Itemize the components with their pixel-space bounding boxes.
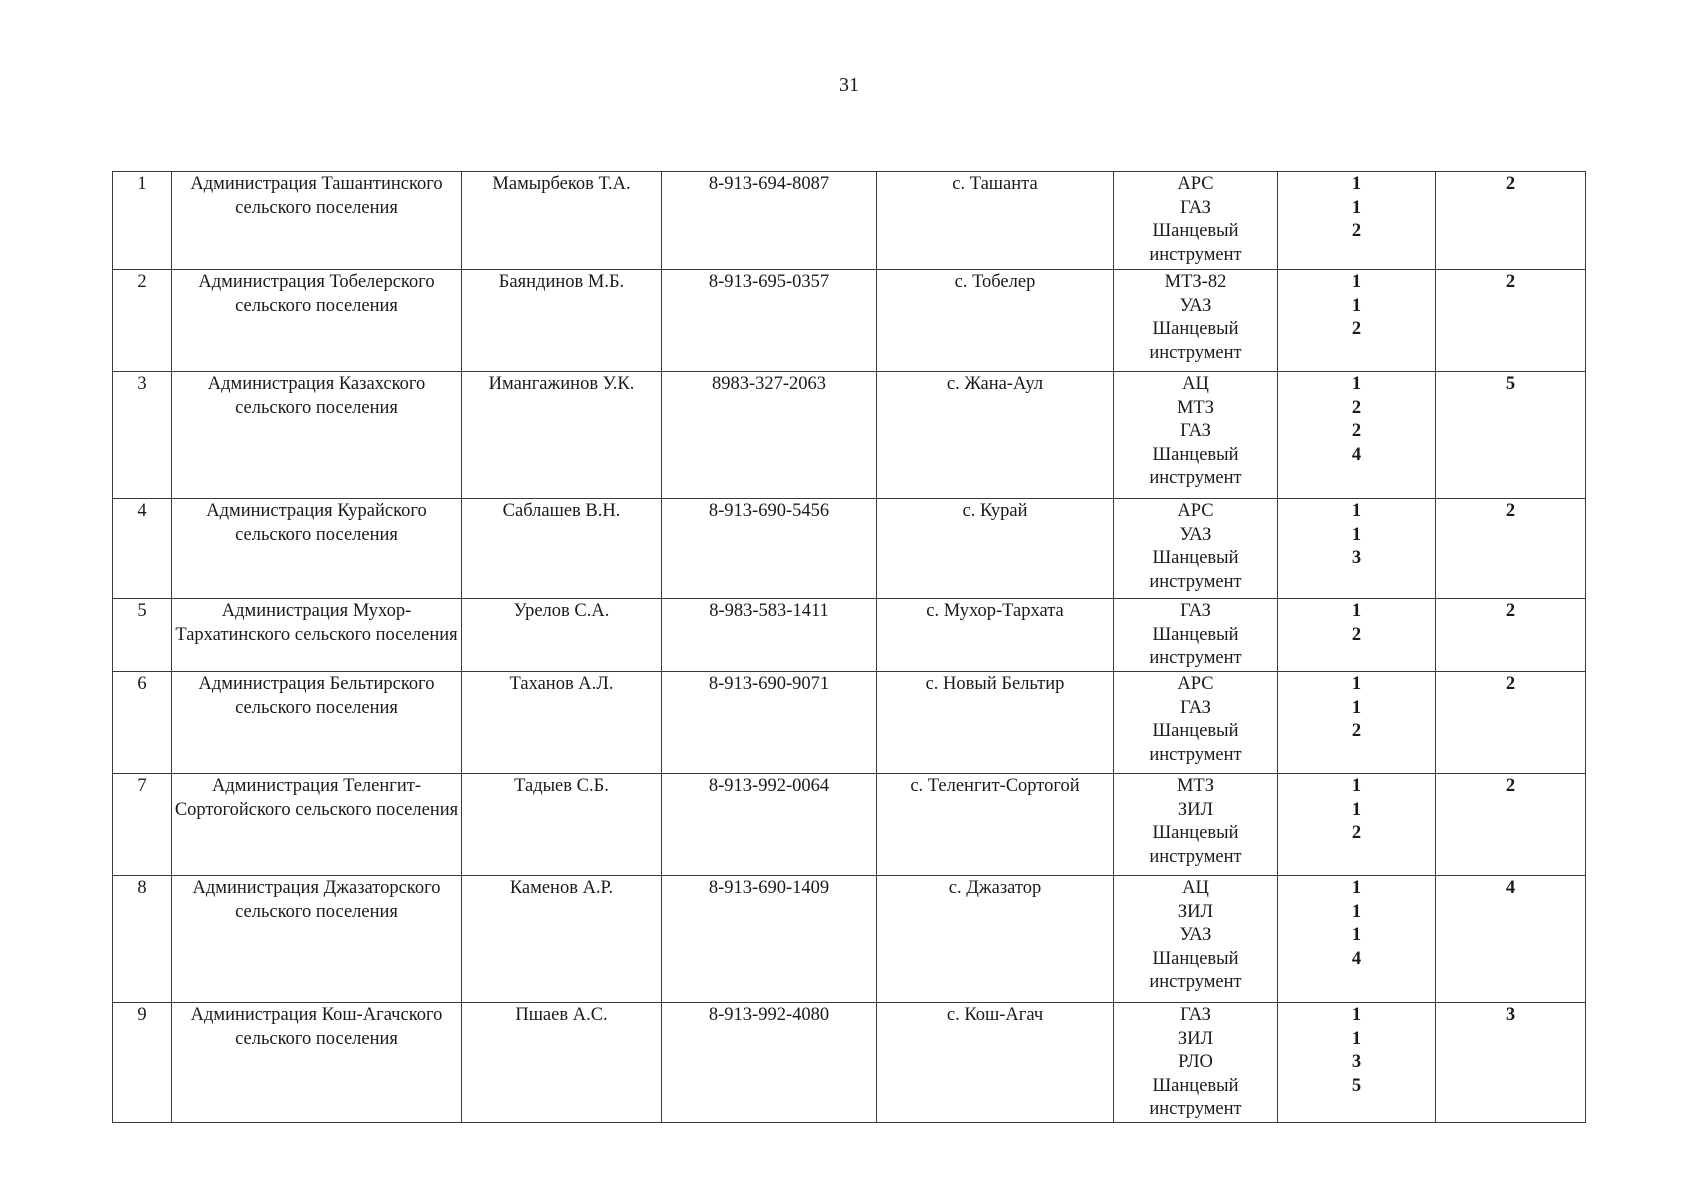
- settlements-table: [112, 171, 1586, 1123]
- phone-text: 8-913-690-9071: [708, 674, 830, 694]
- equipment-cell: [1114, 1003, 1278, 1123]
- phone-text: 8-983-583-1411: [709, 601, 829, 621]
- quantity-cell: [1278, 876, 1436, 1003]
- total-text: 2: [1505, 601, 1516, 621]
- head-name-cell: [462, 270, 662, 372]
- phone-text: 8983-327-2063: [711, 374, 827, 394]
- table-row: [113, 672, 1586, 774]
- page-number: 31: [839, 74, 859, 96]
- row-number-text: 9: [137, 1005, 147, 1025]
- equipment-line: РЛО: [1178, 1052, 1213, 1072]
- quantity-cell: [1278, 599, 1436, 672]
- row-number-cell: [113, 876, 172, 1003]
- quantity-cell: [1278, 270, 1436, 372]
- quantity-line: 1: [1351, 901, 1362, 922]
- quantity-line: 1: [1351, 799, 1362, 820]
- administration-cell: [172, 1003, 462, 1123]
- village-cell: [877, 499, 1114, 599]
- equipment-line: МТЗ: [1176, 397, 1215, 418]
- row-number-cell: [113, 599, 172, 672]
- equipment-line: Шанцевый: [1152, 948, 1239, 969]
- head-name-text: Таханов А.Л.: [509, 674, 614, 694]
- total-cell: [1436, 672, 1586, 774]
- administration-text: Администрация Джазаторского сельского поселения: [192, 878, 441, 922]
- equipment-cell: [1114, 372, 1278, 499]
- administration-cell: [172, 672, 462, 774]
- quantity-line: 1: [1351, 925, 1362, 945]
- quantity-line: 1: [1351, 1005, 1362, 1025]
- administration-text: Администрация Мухор-Тархатинского сельского поселения: [175, 601, 458, 645]
- phone-cell: [662, 876, 877, 1003]
- equipment-line: инструмент: [1149, 648, 1242, 668]
- head-name-cell: [462, 172, 662, 270]
- row-number-text: 5: [137, 601, 147, 621]
- village-text: с. Новый Бельтир: [925, 674, 1065, 694]
- total-text: 5: [1505, 374, 1516, 394]
- row-number-cell: [113, 499, 172, 599]
- quantity-line: 4: [1351, 444, 1362, 465]
- equipment-cell: [1114, 672, 1278, 774]
- phone-cell: [662, 172, 877, 270]
- table-row: [113, 599, 1586, 672]
- quantity-line: 2: [1351, 397, 1362, 418]
- equipment-line: ЗИЛ: [1177, 799, 1214, 820]
- quantity-line: 1: [1351, 697, 1362, 718]
- head-name-text: Урелов С.А.: [513, 601, 610, 621]
- total-cell: [1436, 172, 1586, 270]
- village-text: с. Теленгит-Сортогой: [910, 776, 1080, 796]
- total-cell: [1436, 876, 1586, 1003]
- head-name-cell: [462, 672, 662, 774]
- phone-text: 8-913-992-4080: [708, 1005, 830, 1025]
- head-name-cell: [462, 876, 662, 1003]
- administration-text: Администрация Курайского сельского поселения: [206, 501, 427, 545]
- row-number-cell: [113, 1003, 172, 1123]
- phone-cell: [662, 270, 877, 372]
- quantity-cell: [1278, 499, 1436, 599]
- phone-cell: [662, 1003, 877, 1123]
- village-cell: [877, 172, 1114, 270]
- equipment-line: ГАЗ: [1180, 421, 1211, 441]
- equipment-line: инструмент: [1149, 1099, 1242, 1119]
- total-cell: [1436, 774, 1586, 876]
- administration-cell: [172, 372, 462, 499]
- village-cell: [877, 372, 1114, 499]
- quantity-line: 1: [1351, 295, 1362, 316]
- head-name-cell: [462, 499, 662, 599]
- equipment-cell: [1114, 499, 1278, 599]
- quantity-line: 2: [1351, 823, 1362, 843]
- quantity-line: 1: [1351, 174, 1362, 194]
- row-number-cell: [113, 172, 172, 270]
- quantity-line: 2: [1351, 721, 1362, 741]
- village-cell: [877, 876, 1114, 1003]
- phone-cell: [662, 774, 877, 876]
- head-name-text: Мамырбеков Т.А.: [492, 174, 631, 194]
- administration-cell: [172, 876, 462, 1003]
- village-cell: [877, 270, 1114, 372]
- administration-cell: [172, 172, 462, 270]
- total-text: 2: [1505, 776, 1516, 796]
- equipment-line: инструмент: [1149, 972, 1242, 992]
- table-row: [113, 499, 1586, 599]
- quantity-line: 1: [1351, 197, 1362, 218]
- phone-text: 8-913-695-0357: [708, 272, 830, 292]
- phone-text: 8-913-694-8087: [708, 174, 830, 194]
- total-cell: [1436, 599, 1586, 672]
- row-number-text: 2: [137, 272, 147, 292]
- row-number-cell: [113, 372, 172, 499]
- row-number-cell: [113, 672, 172, 774]
- administration-text: Администрация Казахского сельского поселения: [207, 374, 426, 418]
- total-cell: [1436, 372, 1586, 499]
- equipment-line: Шанцевый: [1152, 624, 1239, 645]
- row-number-text: 7: [137, 776, 147, 796]
- village-text: с. Ташанта: [952, 174, 1038, 194]
- table-row: [113, 1003, 1586, 1123]
- table-row: [113, 774, 1586, 876]
- equipment-line: Шанцевый: [1152, 721, 1239, 741]
- head-name-text: Имангажинов У.К.: [488, 374, 635, 394]
- row-number-text: 1: [137, 174, 147, 194]
- administration-cell: [172, 270, 462, 372]
- quantity-line: 1: [1351, 501, 1362, 521]
- head-name-text: Баяндинов М.Б.: [498, 272, 625, 292]
- row-number-text: 6: [137, 674, 147, 694]
- equipment-cell: [1114, 270, 1278, 372]
- phone-cell: [662, 372, 877, 499]
- administration-cell: [172, 499, 462, 599]
- quantity-line: 1: [1351, 776, 1362, 796]
- village-cell: [877, 774, 1114, 876]
- equipment-line: Шанцевый: [1152, 319, 1239, 339]
- village-cell: [877, 599, 1114, 672]
- quantity-line: 1: [1351, 601, 1362, 621]
- total-text: 4: [1505, 878, 1516, 898]
- equipment-line: МТЗ: [1176, 776, 1215, 796]
- administration-text: Администрация Тобелерского сельского поселения: [198, 272, 435, 316]
- quantity-line: 1: [1351, 1028, 1362, 1049]
- village-text: с. Жана-Аул: [946, 374, 1044, 394]
- village-text: с. Тобелер: [954, 272, 1036, 292]
- table-row: [113, 172, 1586, 270]
- phone-text: 8-913-690-5456: [708, 501, 830, 521]
- quantity-line: 3: [1351, 548, 1362, 568]
- equipment-line: ГАЗ: [1180, 1005, 1211, 1025]
- quantity-cell: [1278, 172, 1436, 270]
- row-number-text: 3: [137, 374, 147, 394]
- equipment-line: АРС: [1177, 674, 1214, 694]
- quantity-line: 1: [1351, 878, 1362, 898]
- quantity-line: 1: [1351, 374, 1362, 394]
- quantity-line: 2: [1351, 624, 1362, 645]
- row-number-text: 8: [137, 878, 147, 898]
- village-cell: [877, 1003, 1114, 1123]
- administration-cell: [172, 774, 462, 876]
- head-name-text: Каменов А.Р.: [509, 878, 614, 898]
- quantity-line: 2: [1351, 221, 1362, 241]
- equipment-cell: [1114, 774, 1278, 876]
- equipment-line: ЗИЛ: [1177, 1028, 1214, 1049]
- row-number-cell: [113, 270, 172, 372]
- phone-cell: [662, 499, 877, 599]
- quantity-line: 1: [1351, 674, 1362, 694]
- table-row: [113, 270, 1586, 372]
- total-text: 2: [1505, 174, 1516, 194]
- head-name-cell: [462, 774, 662, 876]
- total-cell: [1436, 270, 1586, 372]
- head-name-text: Саблашев В.Н.: [502, 501, 621, 521]
- village-text: с. Мухор-Тархата: [926, 601, 1064, 621]
- administration-text: Администрация Теленгит-Сортогойского сельского поселения: [174, 776, 459, 820]
- quantity-cell: [1278, 672, 1436, 774]
- quantity-line: 1: [1351, 524, 1362, 545]
- phone-text: 8-913-690-1409: [708, 878, 830, 898]
- equipment-line: инструмент: [1149, 571, 1242, 592]
- equipment-line: Шанцевый: [1152, 444, 1239, 465]
- total-text: 2: [1505, 272, 1516, 292]
- equipment-line: ГАЗ: [1180, 197, 1211, 218]
- table-row: [113, 372, 1586, 499]
- total-text: 2: [1505, 501, 1516, 521]
- row-number-text: 4: [137, 501, 147, 521]
- village-text: с. Джазатор: [948, 878, 1042, 898]
- phone-text: 8-913-992-0064: [708, 776, 830, 796]
- phone-cell: [662, 599, 877, 672]
- table-body: [113, 172, 1586, 1123]
- equipment-line: инструмент: [1149, 468, 1242, 488]
- equipment-line: УАЗ: [1179, 925, 1212, 945]
- quantity-line: 1: [1351, 272, 1362, 292]
- equipment-line: АЦ: [1182, 374, 1209, 394]
- equipment-line: УАЗ: [1179, 524, 1212, 545]
- quantity-cell: [1278, 372, 1436, 499]
- equipment-line: МТЗ-82: [1164, 272, 1227, 292]
- administration-cell: [172, 599, 462, 672]
- equipment-line: Шанцевый: [1152, 1075, 1239, 1096]
- equipment-line: Шанцевый: [1152, 548, 1239, 568]
- equipment-line: ГАЗ: [1180, 601, 1211, 621]
- equipment-line: Шанцевый: [1152, 823, 1239, 843]
- quantity-line: 3: [1351, 1052, 1362, 1072]
- quantity-line: 2: [1351, 319, 1362, 339]
- village-cell: [877, 672, 1114, 774]
- equipment-line: АРС: [1177, 501, 1214, 521]
- quantity-line: 5: [1351, 1075, 1362, 1096]
- head-name-cell: [462, 1003, 662, 1123]
- equipment-line: инструмент: [1149, 244, 1242, 265]
- phone-cell: [662, 672, 877, 774]
- equipment-line: АЦ: [1182, 878, 1209, 898]
- equipment-line: инструмент: [1149, 342, 1242, 363]
- total-cell: [1436, 1003, 1586, 1123]
- row-number-cell: [113, 774, 172, 876]
- quantity-line: 2: [1351, 421, 1362, 441]
- head-name-text: Пшаев А.С.: [515, 1005, 608, 1025]
- equipment-line: Шанцевый: [1152, 221, 1239, 241]
- quantity-cell: [1278, 774, 1436, 876]
- equipment-line: ГАЗ: [1180, 697, 1211, 718]
- head-name-cell: [462, 599, 662, 672]
- village-text: с. Кош-Агач: [946, 1005, 1044, 1025]
- equipment-line: УАЗ: [1179, 295, 1212, 316]
- total-text: 3: [1505, 1005, 1516, 1025]
- equipment-line: АРС: [1177, 174, 1214, 194]
- administration-text: Администрация Бельтирского сельского поселения: [198, 674, 435, 718]
- equipment-line: инструмент: [1149, 744, 1242, 765]
- equipment-cell: [1114, 599, 1278, 672]
- equipment-line: инструмент: [1149, 846, 1242, 867]
- quantity-cell: [1278, 1003, 1436, 1123]
- equipment-line: ЗИЛ: [1177, 901, 1214, 922]
- administration-text: Администрация Кош-Агачского сельского поселения: [190, 1005, 443, 1049]
- village-text: с. Курай: [962, 501, 1028, 521]
- head-name-text: Тадыев С.Б.: [514, 776, 609, 796]
- head-name-cell: [462, 372, 662, 499]
- quantity-line: 4: [1351, 948, 1362, 969]
- equipment-cell: [1114, 172, 1278, 270]
- total-text: 2: [1505, 674, 1516, 694]
- table-row: [113, 876, 1586, 1003]
- equipment-cell: [1114, 876, 1278, 1003]
- administration-text: Администрация Ташантинского сельского поселения: [190, 174, 443, 218]
- total-cell: [1436, 499, 1586, 599]
